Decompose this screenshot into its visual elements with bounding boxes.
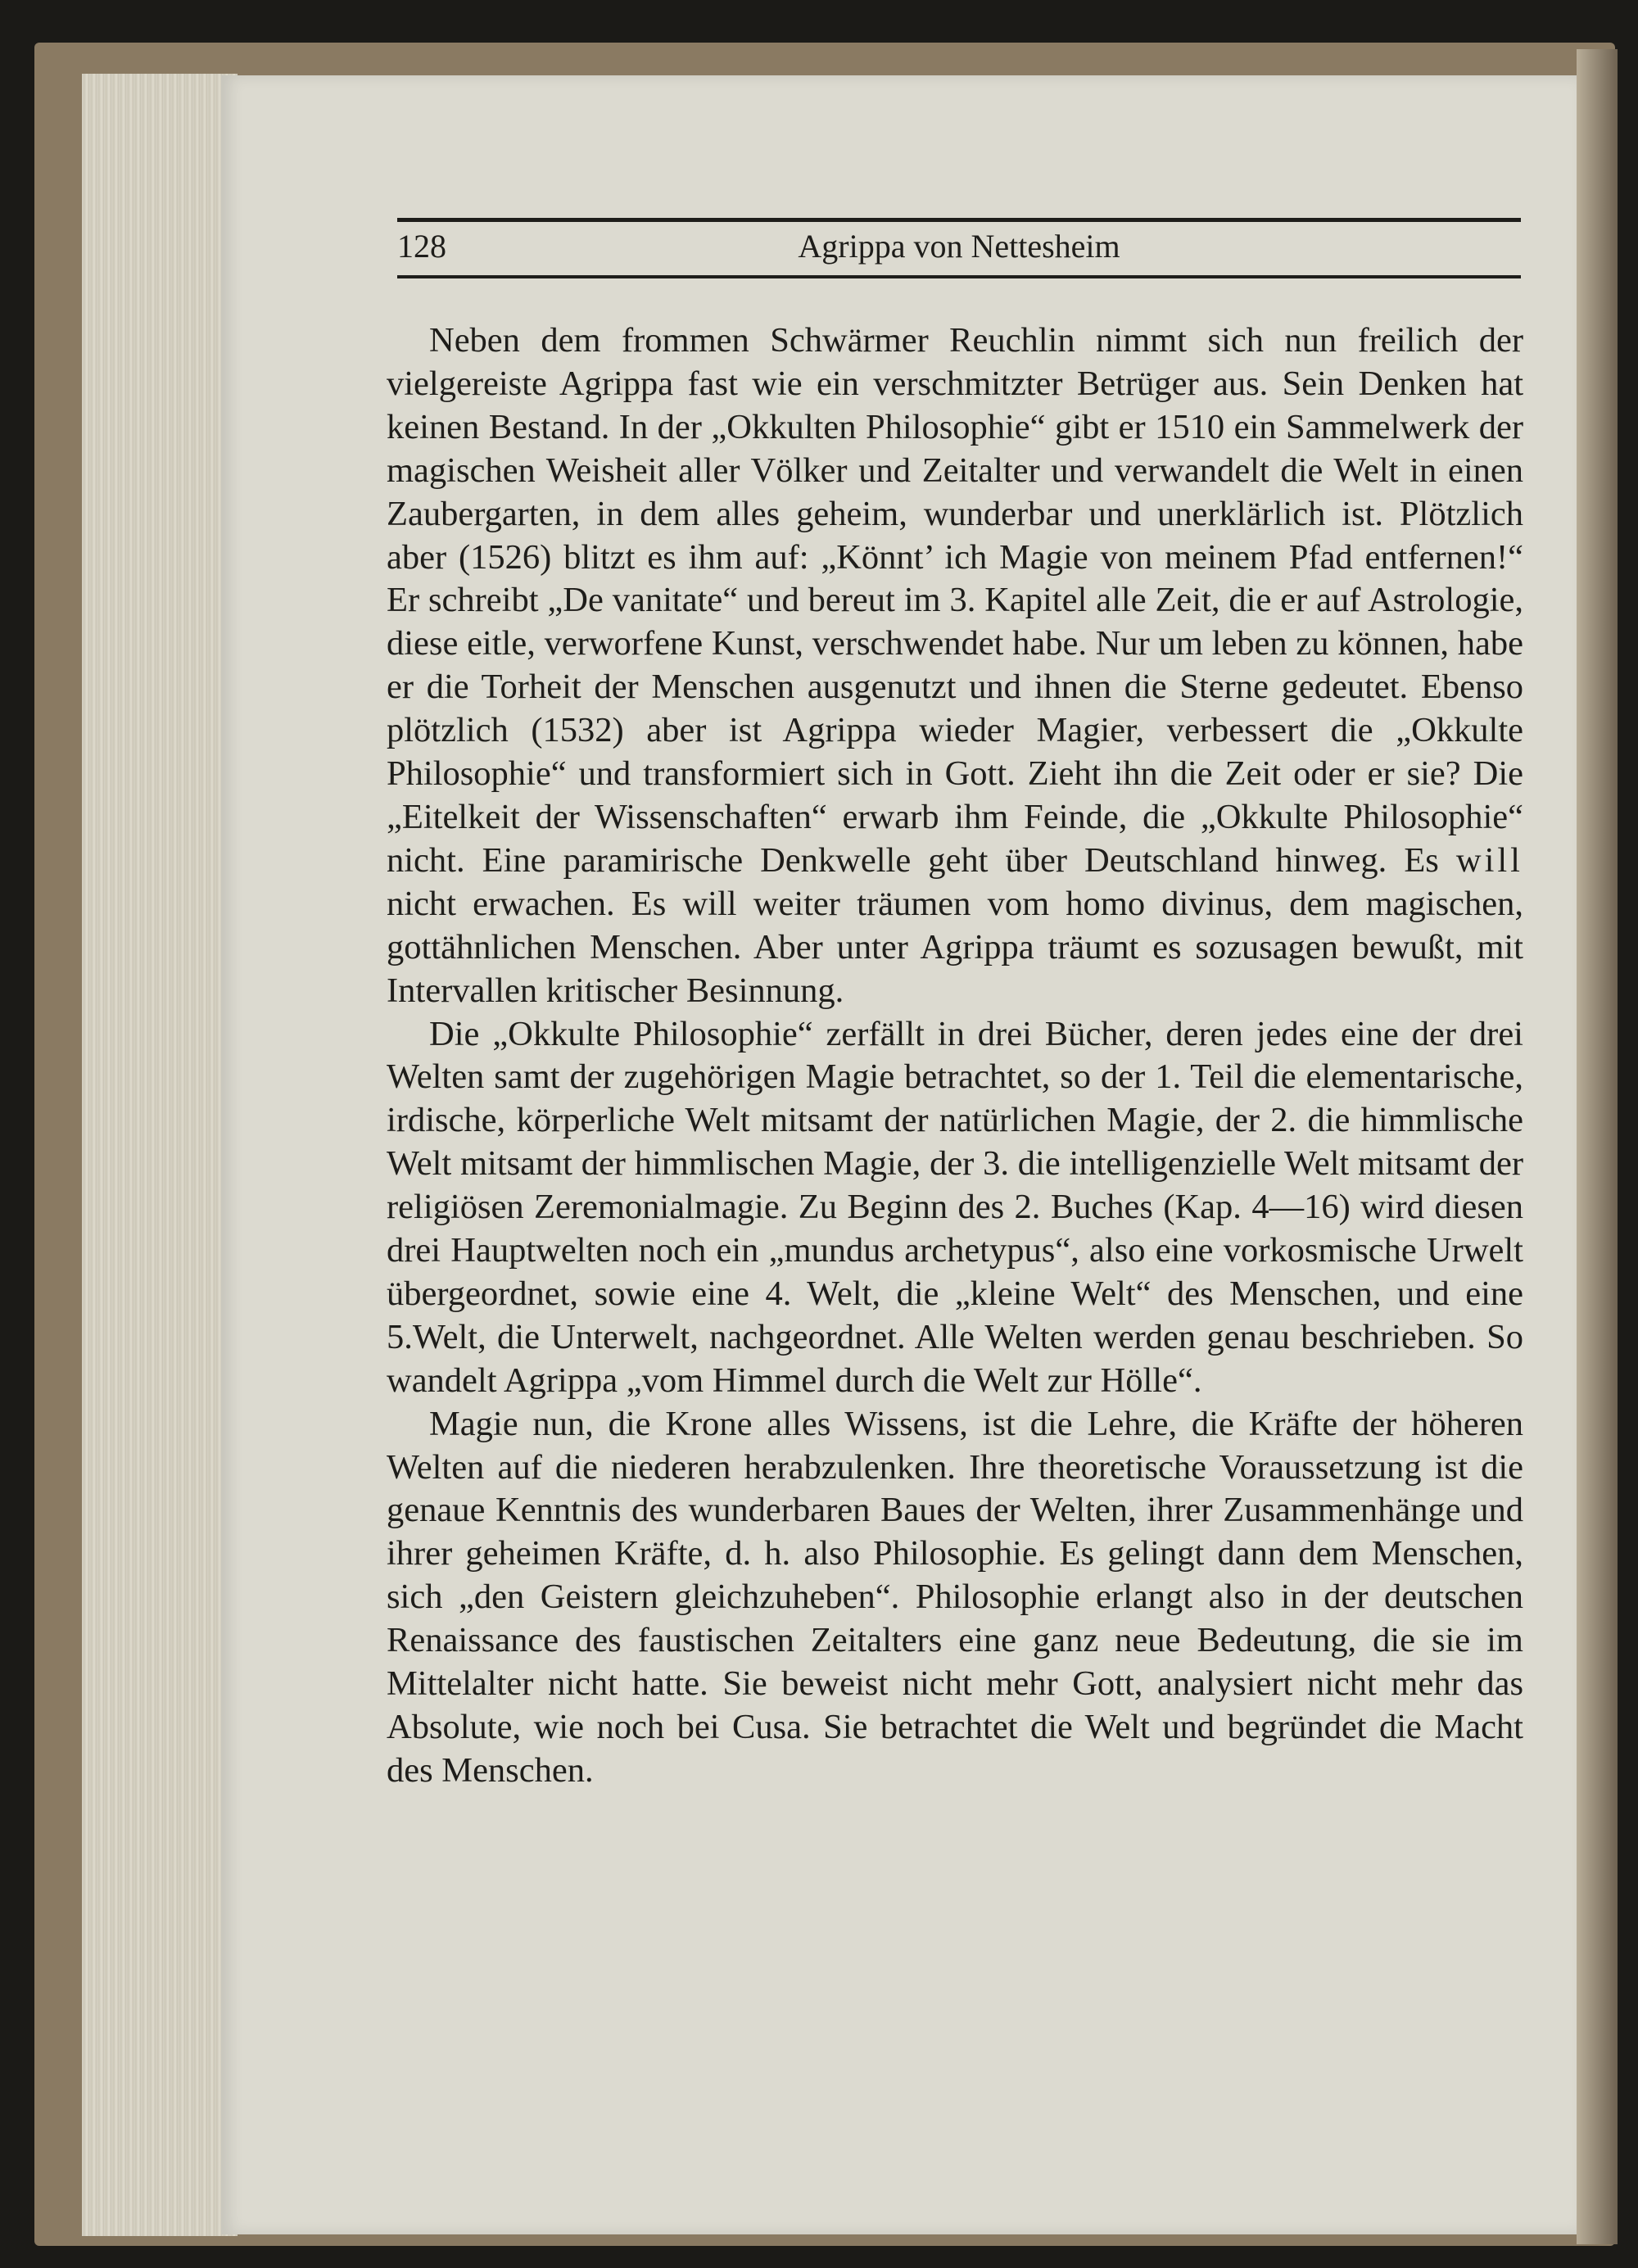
header-rule-bottom — [397, 275, 1521, 278]
paragraph-2: Die „Okkulte Philosophie“ zerfällt in drei Bücher, deren jedes eine der drei Welten samt der zugehörigen Magie betrachtet, so der 1. Teil die elementarische, irdische, körperliche Welt mitsamt der natürlichen Magie, der 2. die himmlische Welt mitsamt der himmlischen Magie, der 3. die intelligenzielle Welt mitsamt der religiösen Zeremonialmagie. Zu Beginn des 2. Buches (Kap. 4—16) wird diesen drei Hauptwelten noch ein „mundus archetypus“, also eine vorkosmische Urwelt übergeordnet, sowie eine 4. Welt, die „kleine Welt“ des Menschen, und eine 5.Welt, die Unterwelt, nachgeordnet. Alle Welten werden genau beschrieben. So wandelt Agrippa „vom Himmel durch die Welt zur Hölle“. — [387, 1014, 1523, 1400]
body-text — [387, 319, 1523, 1793]
paragraph-1-part-b: nicht erwachen. Es will weiter träumen vom homo divinus, dem magischen, gottähnlichen Menschen. Aber unter Agrippa träumt es sozusagen bewußt, mit Intervallen kritischer Besinnung. — [387, 884, 1523, 1010]
paragraph-1-part-a: Neben dem frommen Schwärmer Reuchlin nimmt sich nun freilich der vielgereiste Agrippa fast wie ein verschmitzter Betrüger aus. Sein Denken hat keinen Bestand. In der „Okkulten Philosophie“ gibt er 1510 ein Sammelwerk der magischen Weisheit aller Völker und Zeitalter und verwandelt die Welt in einen Zaubergarten, in dem alles geheim, wunderbar und unerklärlich ist. Plötzlich aber (1526) blitzt es ihm auf: „Könnt’ ich Magie von meinem Pfad entfernen!“ Er schreibt „De vanitate“ und bereut im 3. Kapitel alle Zeit, die er auf Astrologie, diese eitle, verworfene Kunst, verschwendet habe. Nur um leben zu können, habe er die Torheit der Menschen ausgenutzt und ihnen die Sterne gedeutet. Ebenso plötzlich (1532) aber ist Agrippa wieder Magier, verbessert die „Okkulte Philosophie“ und transformiert sich in Gott. Zieht ihn die Zeit oder er sie? Die „Eitelkeit der Wissenschaften“ erwarb ihm Feinde, die „Okkulte Philosophie“ nicht. Eine paramirische Denkwelle geht über Deutschland hinweg. Es — [387, 321, 1523, 880]
page-number: 128 — [397, 228, 446, 265]
book-edge-right — [1577, 49, 1618, 2244]
page-stack-edges — [82, 74, 238, 2236]
paragraph-3: Magie nun, die Krone alles Wissens, ist die Lehre, die Kräfte der höheren Welten auf die niederen herabzulenken. Ihre theoretische Voraussetzung ist die genaue Kenntnis des wunderbaren Baues der Welten, ihrer Zusammenhänge und ihrer geheimen Kräfte, d. h. also Philosophie. Es gelingt dann dem Menschen, sich „den Geistern gleichzuheben“. Philosophie erlangt also in der deutschen Renaissance des faustischen Zeitalters eine ganz neue Bedeutung, die sie im Mittelalter nicht hatte. Sie beweist nicht mehr Gott, analysiert nicht mehr das Absolute, wie noch bei Cusa. Sie betrachtet die Welt und begründet die Macht des Menschen. — [387, 1404, 1523, 1790]
paragraph-1 — [387, 319, 1523, 1013]
emphasized-word: will — [1455, 840, 1523, 880]
running-title: Agrippa von Nettesheim — [798, 228, 1120, 265]
